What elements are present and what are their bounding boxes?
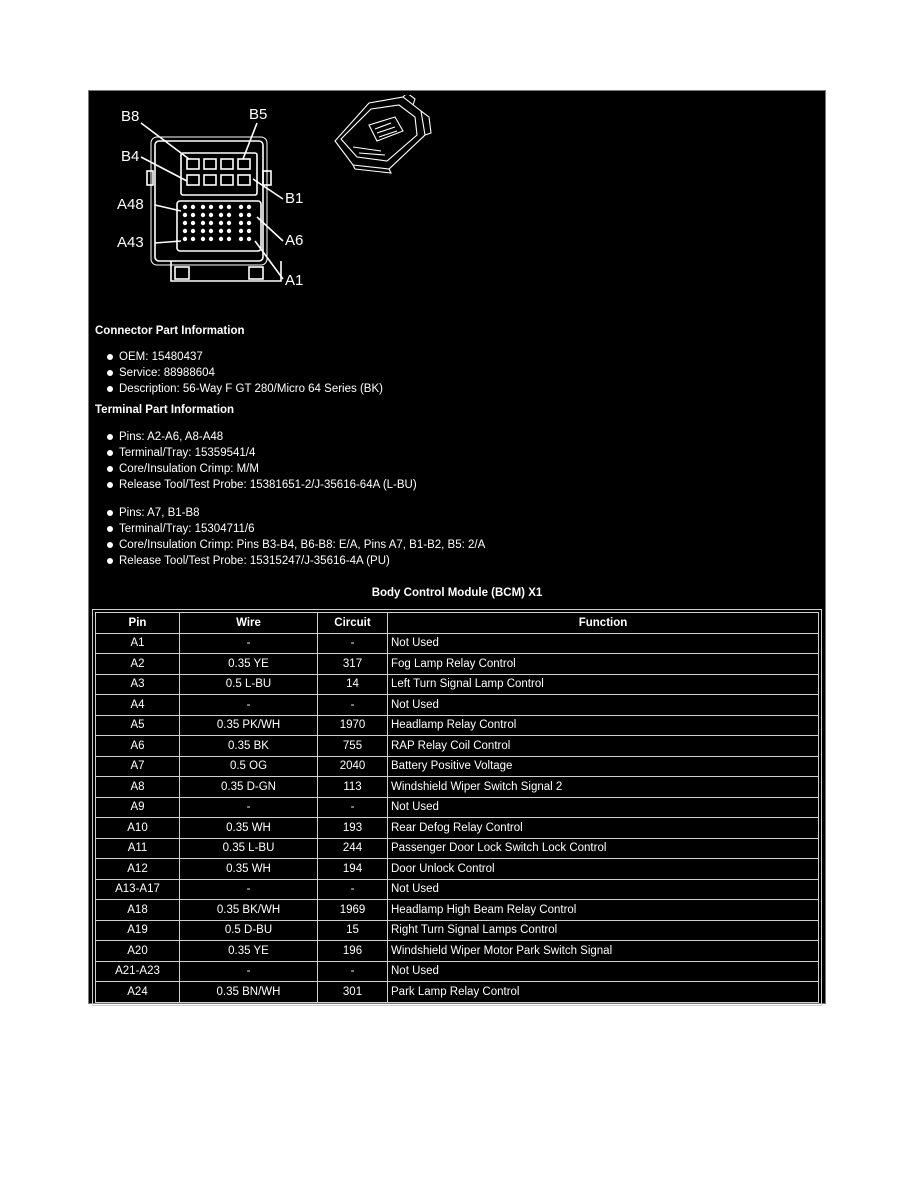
cell-pin: A4 [96,695,180,716]
terminal-info-heading: Terminal Part Information [95,404,235,416]
list-item-text: Pins: A7, B1-B8 [119,507,200,519]
table-caption: Body Control Module (BCM) X1 [371,587,543,599]
terminal-info-list-1 [95,429,417,493]
cell-circuit: 1970 [318,715,388,736]
table-row [96,818,819,839]
connector-panel [88,90,826,1004]
cell-pin: A6 [96,736,180,757]
cell-function: Windshield Wiper Motor Park Switch Signal [388,941,819,962]
label-a1: A1 [285,272,304,289]
list-item [95,521,485,537]
label-a48: A48 [117,196,144,213]
label-a6: A6 [285,232,304,249]
cell-function: Park Lamp Relay Control [388,982,819,1003]
cell-circuit: 244 [318,838,388,859]
list-item-text: Service: 88988604 [119,367,215,379]
cell-pin: A1 [96,633,180,654]
pin-table-frame [92,609,822,1006]
cell-wire: 0.35 BK/WH [180,900,318,921]
cell-circuit: 301 [318,982,388,1003]
list-item-text: Terminal/Tray: 15359541/4 [119,447,256,459]
bullet-icon [107,542,113,548]
list-item-text: Release Tool/Test Probe: 15315247/J-35616-4A (PU) [119,555,390,567]
cell-function: Right Turn Signal Lamps Control [388,920,819,941]
list-item [95,461,417,477]
pin-table-body [96,633,819,1002]
cell-wire: 0.35 D-GN [180,777,318,798]
cell-wire: 0.35 YE [180,941,318,962]
cell-circuit: - [318,797,388,818]
cell-wire: 0.35 WH [180,859,318,880]
bullet-icon [107,434,113,440]
label-a43: A43 [117,234,144,251]
cell-circuit: 1969 [318,900,388,921]
table-row [96,982,819,1003]
cell-wire: - [180,879,318,900]
cell-pin: A19 [96,920,180,941]
table-row [96,859,819,880]
cell-pin: A20 [96,941,180,962]
list-item [95,553,485,569]
cell-function: Not Used [388,879,819,900]
cell-wire: 0.5 D-BU [180,920,318,941]
bullet-icon [107,510,113,516]
list-item [95,537,485,553]
cell-wire: - [180,695,318,716]
cell-pin: A3 [96,674,180,695]
bullet-icon [107,386,113,392]
cell-circuit: 196 [318,941,388,962]
list-item [95,477,417,493]
cell-pin: A8 [96,777,180,798]
table-row [96,920,819,941]
table-row [96,797,819,818]
cell-circuit: 15 [318,920,388,941]
cell-circuit: 755 [318,736,388,757]
bullet-icon [107,450,113,456]
table-row [96,961,819,982]
list-item [95,381,383,397]
cell-wire: 0.5 OG [180,756,318,777]
table-row [96,838,819,859]
table-row [96,941,819,962]
list-item-text: Release Tool/Test Probe: 15381651-2/J-35616-64A (L-BU) [119,479,417,491]
table-row [96,674,819,695]
cell-function: Headlamp Relay Control [388,715,819,736]
list-item [95,349,383,365]
cell-circuit: 14 [318,674,388,695]
cell-function: Left Turn Signal Lamp Control [388,674,819,695]
list-item [95,505,485,521]
cell-circuit: - [318,879,388,900]
label-b8: B8 [121,108,140,125]
bullet-icon [107,354,113,360]
table-row [96,879,819,900]
cell-function: Not Used [388,961,819,982]
cell-wire: - [180,797,318,818]
table-row [96,756,819,777]
label-b1: B1 [285,190,304,207]
bullet-icon [107,482,113,488]
cell-function: Not Used [388,633,819,654]
bullet-icon [107,466,113,472]
list-item-text: OEM: 15480437 [119,351,203,363]
table-row [96,900,819,921]
cell-pin: A5 [96,715,180,736]
label-b5: B5 [249,106,268,123]
pin-table [95,612,819,1003]
list-item-text: Core/Insulation Crimp: M/M [119,463,259,475]
header-function: Function [388,613,819,634]
connector-face-diagram [111,101,321,291]
cell-circuit: - [318,633,388,654]
cell-circuit: 193 [318,818,388,839]
cell-wire: 0.35 BN/WH [180,982,318,1003]
cell-function: Rear Defog Relay Control [388,818,819,839]
cell-pin: A13-A17 [96,879,180,900]
table-row [96,633,819,654]
table-row [96,715,819,736]
cell-pin: A9 [96,797,180,818]
list-item-text: Terminal/Tray: 15304711/6 [119,523,255,535]
list-item [95,365,383,381]
cell-pin: A2 [96,654,180,675]
cell-wire: 0.35 PK/WH [180,715,318,736]
list-item-text: Description: 56-Way F GT 280/Micro 64 Series (BK) [119,383,383,395]
cell-pin: A21-A23 [96,961,180,982]
terminal-info-list-2 [95,505,485,569]
cell-function: Headlamp High Beam Relay Control [388,900,819,921]
cell-wire: 0.35 L-BU [180,838,318,859]
cell-circuit: - [318,695,388,716]
cell-pin: A11 [96,838,180,859]
connector-part-illustration [329,95,439,175]
list-item [95,429,417,445]
cell-function: Fog Lamp Relay Control [388,654,819,675]
table-row [96,695,819,716]
cell-pin: A12 [96,859,180,880]
bullet-icon [107,558,113,564]
cell-function: Windshield Wiper Switch Signal 2 [388,777,819,798]
cell-function: Not Used [388,695,819,716]
list-item-text: Core/Insulation Crimp: Pins B3-B4, B6-B8: E/A, Pins A7, B1-B2, B5: 2/A [119,539,486,551]
cell-function: Battery Positive Voltage [388,756,819,777]
table-row [96,736,819,757]
cell-circuit: 113 [318,777,388,798]
cell-function: Door Unlock Control [388,859,819,880]
cell-pin: A10 [96,818,180,839]
cell-wire: 0.35 BK [180,736,318,757]
cell-wire: - [180,633,318,654]
cell-function: Passenger Door Lock Switch Lock Control [388,838,819,859]
cell-pin: A24 [96,982,180,1003]
list-item [95,445,417,461]
cell-wire: - [180,961,318,982]
label-b4: B4 [121,148,140,165]
cell-circuit: 194 [318,859,388,880]
header-pin: Pin [96,613,180,634]
cell-circuit: 2040 [318,756,388,777]
table-row [96,654,819,675]
bullet-icon [107,526,113,532]
cell-circuit: - [318,961,388,982]
cell-function: RAP Relay Coil Control [388,736,819,757]
table-row [96,777,819,798]
bullet-icon [107,370,113,376]
cell-wire: 0.35 WH [180,818,318,839]
connector-info-list [95,349,383,397]
cell-pin: A18 [96,900,180,921]
cell-pin: A7 [96,756,180,777]
cell-wire: 0.5 L-BU [180,674,318,695]
cell-circuit: 317 [318,654,388,675]
list-item-text: Pins: A2-A6, A8-A48 [119,431,224,443]
header-circuit: Circuit [318,613,388,634]
header-wire: Wire [180,613,318,634]
connector-info-heading: Connector Part Information [95,325,245,337]
cell-function: Not Used [388,797,819,818]
table-header-row [96,613,819,634]
cell-wire: 0.35 YE [180,654,318,675]
